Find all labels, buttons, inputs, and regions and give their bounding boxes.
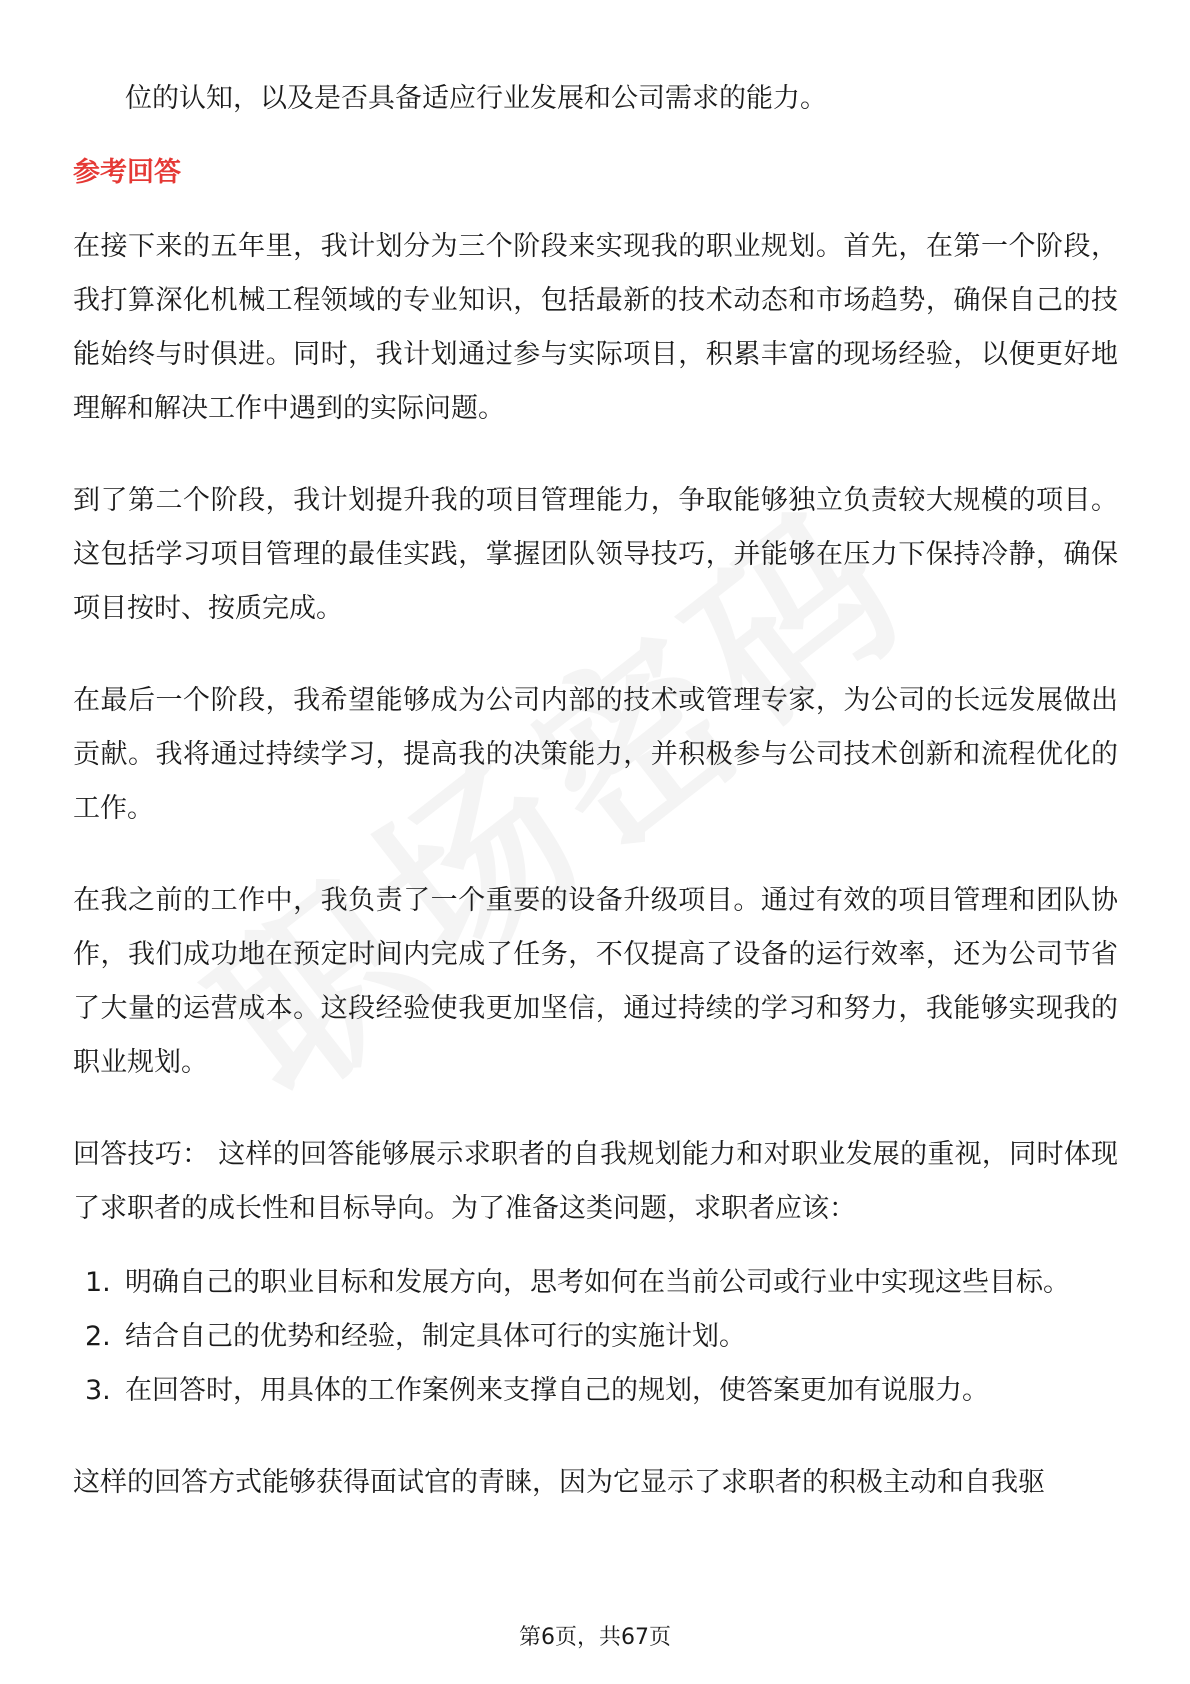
list-number: 2.	[85, 1321, 111, 1352]
paragraph-3: 在最后一个阶段，我希望能够成为公司内部的技术或管理专家，为公司的长远发展做出贡献。我将通过持续学习，提高我的决策能力，并积极参与公司技术创新和流程优化的工作。	[73, 685, 1118, 824]
paragraph-4: 在我之前的工作中，我负责了一个重要的设备升级项目。通过有效的项目管理和团队协作，我们成功地在预定时间内完成了任务，不仅提高了设备的运行效率，还为公司节省了大量的运营成本。这段经验使我更加坚信，通过持续的学习和努力，我能够实现我的职业规划。	[73, 885, 1118, 1078]
list-item-text: 在回答时，用具体的工作案例来支撑自己的规划，使答案更加有说服力。	[125, 1375, 989, 1406]
continuation-text: 位的认知，以及是否具备适应行业发展和公司需求的能力。	[125, 83, 827, 114]
list-number: 3.	[85, 1375, 111, 1406]
closing-paragraph: 这样的回答方式能够获得面试官的青睐，因为它显示了求职者的积极主动和自我驱	[73, 1467, 1045, 1498]
paragraph-1: 在接下来的五年里，我计划分为三个阶段来实现我的职业规划。首先，在第一个阶段，我打算深化机械工程领域的专业知识，包括最新的技术动态和市场趋势，确保自己的技能始终与时俱进。同时，我计划通过参与实际项目，积累丰富的现场经验，以便更好地理解和解决工作中遇到的实际问题。	[73, 231, 1118, 424]
list-item-text: 明确自己的职业目标和发展方向，思考如何在当前公司或行业中实现这些目标。	[125, 1267, 1070, 1298]
list-number: 1.	[85, 1267, 111, 1298]
list-item	[73, 1310, 1118, 1364]
list-item	[73, 1256, 1118, 1310]
page-footer: 第6页，共67页	[519, 1625, 671, 1650]
section-heading: 参考回答	[73, 157, 181, 188]
tips-intro: 回答技巧： 这样的回答能够展示求职者的自我规划能力和对职业发展的重视，同时体现了求职者的成长性和目标导向。为了准备这类问题，求职者应该：	[73, 1139, 1118, 1224]
tips-list	[73, 1256, 1118, 1418]
paragraph-2: 到了第二个阶段，我计划提升我的项目管理能力，争取能够独立负责较大规模的项目。这包括学习项目管理的最佳实践，掌握团队领导技巧，并能够在压力下保持冷静，确保项目按时、按质完成。	[73, 485, 1118, 624]
page-content	[73, 72, 1118, 1548]
list-item-text: 结合自己的优势和经验，制定具体可行的实施计划。	[125, 1321, 746, 1352]
list-item	[73, 1364, 1118, 1418]
